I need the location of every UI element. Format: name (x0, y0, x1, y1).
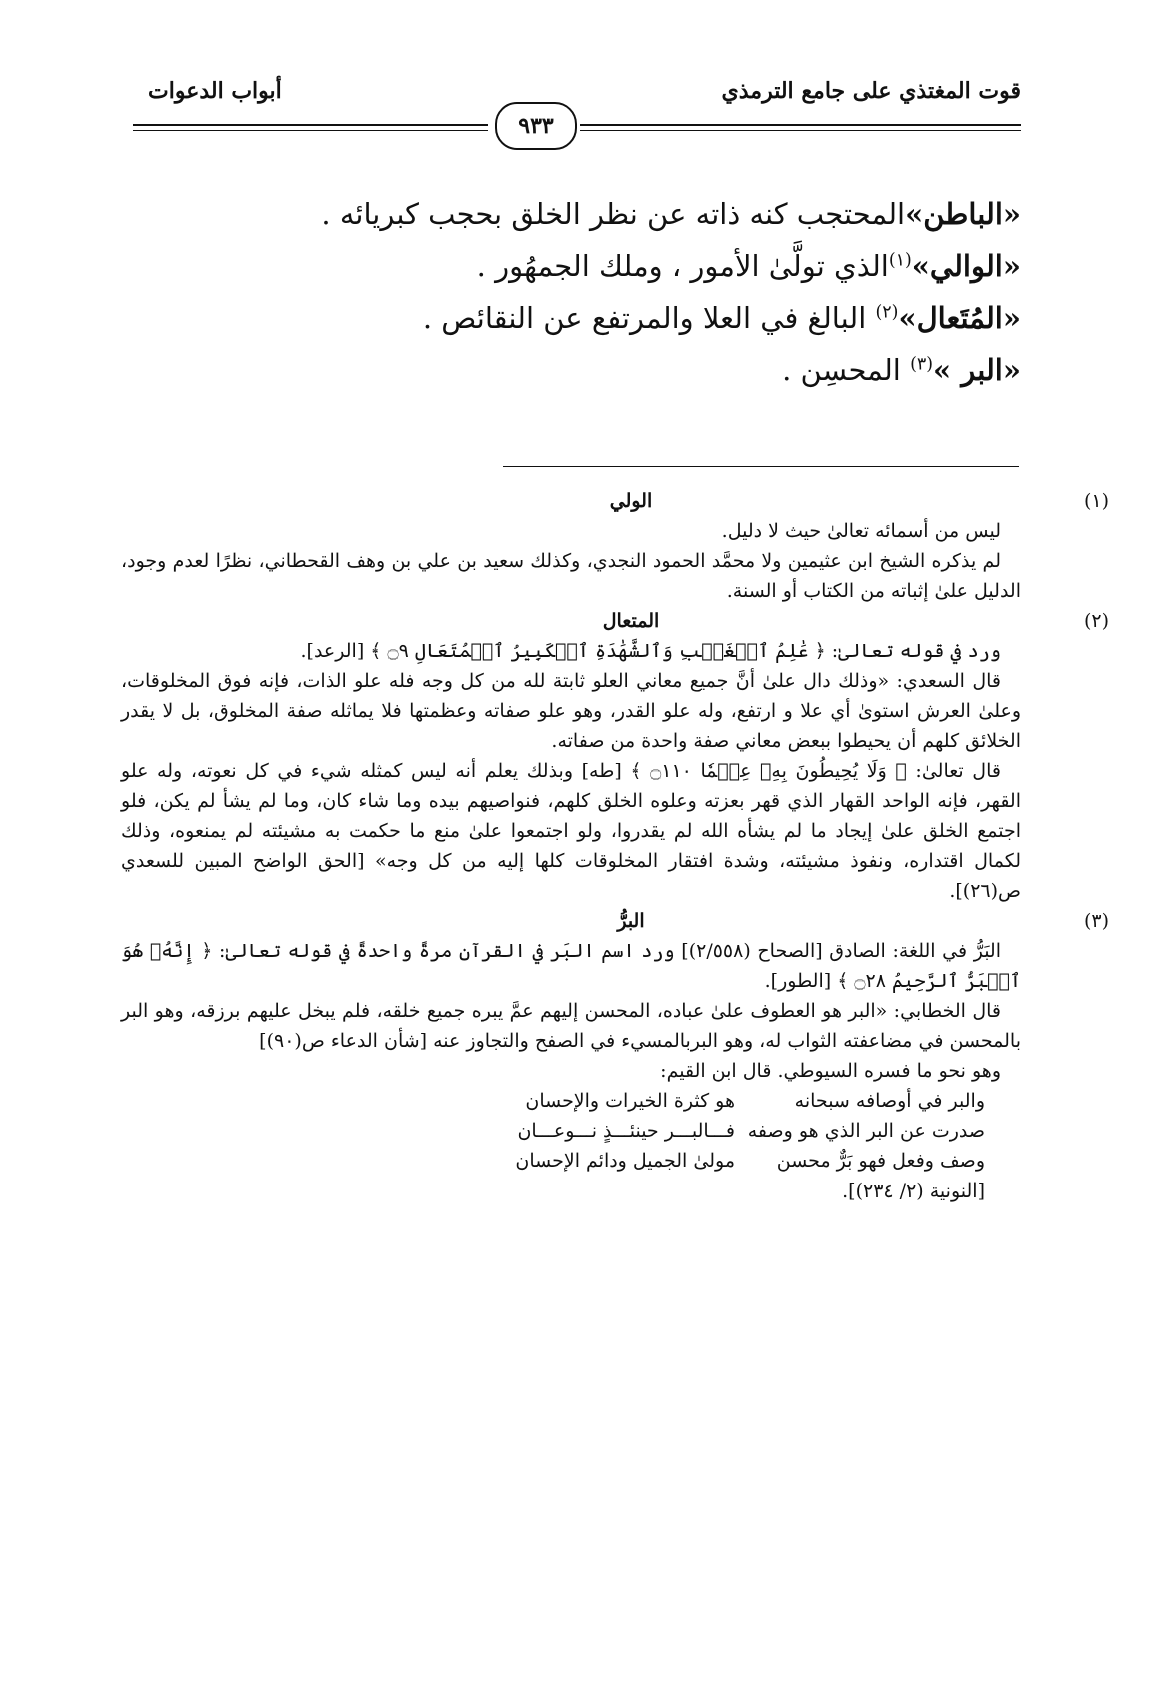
footnote-title: البرُّ (617, 910, 645, 932)
footnote-separator (503, 466, 1019, 467)
main-text (161, 188, 1021, 396)
footnote-paragraph: ليس من أسمائه تعالىٰ حيث لا دليل. (721, 520, 1001, 542)
footnote-paragraph: وهو نحو ما فسره السيوطي. قال ابن القيم: (660, 1060, 1001, 1082)
footnote-paragraph: ورد في قوله تعالىٰ: ﴿ عَٰلِمُ ٱلۡغَيۡبِ وَٱلشَّهَٰدَةِ ٱلۡكَبِيرُ ٱلۡمُتَعَالِ ۝٩ ﴾ [الرعد]. (300, 640, 1001, 662)
header-rule-left-thin (133, 130, 488, 131)
main-line: «الباطن»المحتجب كنه ذاته عن نظر الخلق بحجب كبريائه . (321, 197, 1021, 231)
chapter-title: أبواب الدعوات (148, 78, 282, 104)
header-rule-right (580, 124, 1021, 126)
main-line: «الوالي»$^{(١)}$الذي تولَّىٰ الأمور ، وملك الجمهُور . (476, 249, 1021, 283)
footnote-paragraph: البَرُّ في اللغة: الصادق [الصحاح (٢/٥٥٨)] ورد اسم البَر في القرآن مرةً واحدةً في قوله تعالىٰ: ﴿ إِنَّهُۥ هُوَ ٱلۡبَرُّ ٱلرَّحِيمُ ۝٢٨ ﴾ [الطور]. (121, 940, 1021, 992)
footnote (121, 486, 1109, 606)
page-number: ٩٣٣ (495, 102, 577, 150)
book-title: قوت المغتذي على جامع الترمذي (721, 78, 1021, 104)
poem-citation: [النونية (٢/ ٢٣٤)]. (842, 1180, 985, 1202)
poem-verse: والبر في أوصافه سبحانه هو كثرة الخيرات والإحسان (525, 1090, 985, 1112)
footnote (121, 906, 1109, 1206)
header-rule-right-thin (580, 130, 1021, 131)
header-rule-left (133, 124, 488, 126)
poem-verse: وصف وفعل فهو بَرٌّ محسن مولىٰ الجميل ودائم الإحسان (515, 1150, 985, 1172)
footnote-paragraph: قال السعدي: «وذلك دال علىٰ أنَّ جميع معاني العلو ثابتة لله من كل وجه فله علو الذات، فإنه فوق المخلوقات، وعلىٰ العرش استوىٰ أي علا و ارتفع، وله علو القدر، وهو علو صفاته وعظمتها فلا يماثله صفة المخلوق، بل لا يقدر الخلائق كلهم أن يحيطوا ببعض معاني صفة واحدة من صفاته. (121, 670, 1021, 752)
footnote-number: (٢) (1083, 610, 1109, 632)
footnote-paragraph: قال الخطابي: «البر هو العطوف علىٰ عباده، المحسن إليهم عمَّ يبره جميع خلقه، فلم يبخل عليهم برزقه، وهو البر بالمحسن في مضاعفته الثواب له، وهو البربالمسيء في الصفح والتجاوز عنه [شأن الدعاء ص(٩٠)] (121, 1000, 1021, 1052)
footnote-title: المتعال (602, 610, 660, 632)
footnote-title: الولي (609, 490, 653, 512)
footnotes (121, 486, 1109, 1206)
main-line: «المُتَعال»$^{(٢)}$ البالغ في العلا والمرتفع عن النقائص . (422, 301, 1021, 335)
main-line: «البر »$^{(٣)}$ المحسِن . (782, 353, 1021, 387)
footnote-paragraph: لم يذكره الشيخ ابن عثيمين ولا محمَّد الحمود النجدي، وكذلك سعيد بن علي بن وهف القحطاني، نظرًا لعدم وجود، الدليل علىٰ إثباته من الكتاب أو السنة. (121, 550, 1021, 602)
footnote (121, 606, 1109, 906)
footnote-paragraph: قال تعالىٰ: ﴿ وَلَا يُحِيطُونَ بِهِۦ عِلۡمٗا ۝١١٠ ﴾ [طه] وبذلك يعلم أنه ليس كمثله شيء في كل نعوته، وله علو القهر، فإنه الواحد القهار الذي قهر بعزته وعلوه الخلق كلهم، فنواصيهم بيده وما شاء كان، وما لم يشأ لم يكن، فلو اجتمع الخلق علىٰ إيجاد ما لم يشأه الله لم يقدروا، ولو اجتمعوا علىٰ منع ما حكمت به مشيئته لم يمنعوه، وذلك لكمال اقتداره، ونفوذ مشيئته، وشدة افتقار المخلوقات كلها إليه من كل وجه» [الحق الواضح المبين للسعدي ص(٢٦)]. (121, 760, 1021, 902)
footnote-number: (٣) (1083, 910, 1109, 932)
poem-verse: صدرت عن البر الذي هو وصفه فـــالبـــر حينئـــذٍ نـــوعـــان (517, 1120, 985, 1142)
footnote-number: (١) (1083, 490, 1109, 512)
